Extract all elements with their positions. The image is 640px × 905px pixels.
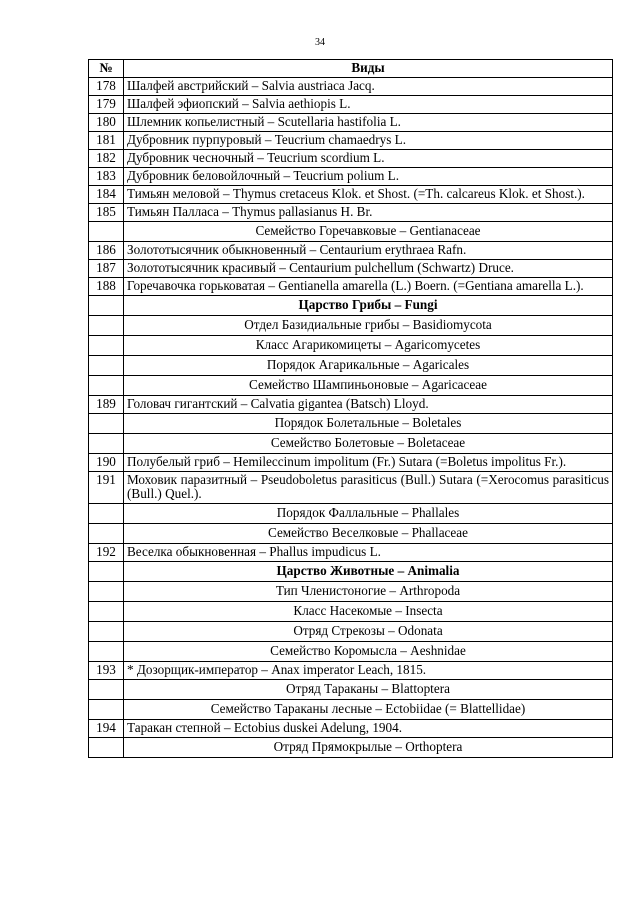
taxon-name: Семейство Тараканы лесные – Ectobiidae (= Blattellidae) — [124, 700, 613, 720]
taxon-name: Порядок Агарикальные – Agaricales — [124, 356, 613, 376]
taxon-header-row — [89, 434, 613, 454]
species-row — [89, 396, 613, 414]
taxon-header-row — [89, 222, 613, 242]
species-name: Горечавочка горьковатая – Gentianella amarella (L.) Boern. (=Gentiana amarella L.). — [124, 278, 613, 296]
taxon-header-row — [89, 700, 613, 720]
page-number: 34 — [315, 37, 325, 48]
row-number: 186 — [89, 242, 124, 260]
taxon-name: Семейство Коромысла – Aeshnidae — [124, 642, 613, 662]
species-name: Шлемник копьелистный – Scutellaria hastifolia L. — [124, 114, 613, 132]
species-name: Дубровник чесночный – Teucrium scordium L. — [124, 150, 613, 168]
row-number — [89, 602, 124, 622]
species-name: Золототысячник обыкновенный – Centaurium erythraea Rafn. — [124, 242, 613, 260]
species-table — [88, 59, 613, 758]
row-number — [89, 336, 124, 356]
taxon-name: Семейство Веселковые – Phallaceae — [124, 524, 613, 544]
row-number — [89, 582, 124, 602]
row-number: 192 — [89, 544, 124, 562]
species-row — [89, 454, 613, 472]
row-number — [89, 376, 124, 396]
row-number — [89, 680, 124, 700]
row-number: 190 — [89, 454, 124, 472]
species-name: Золототысячник красивый – Centaurium pulchellum (Schwartz) Druce. — [124, 260, 613, 278]
species-name: Полубелый гриб – Hemileccinum impolitum (Fr.) Sutara (=Boletus impolitus Fr.). — [124, 454, 613, 472]
row-number: 185 — [89, 204, 124, 222]
row-number — [89, 222, 124, 242]
species-row — [89, 720, 613, 738]
species-name: Таракан степной – Ectobius duskei Adelung, 1904. — [124, 720, 613, 738]
taxon-header-row — [89, 414, 613, 434]
taxon-name: Семейство Болетовые – Boletaceae — [124, 434, 613, 454]
species-row — [89, 150, 613, 168]
species-name: Веселка обыкновенная – Phallus impudicus L. — [124, 544, 613, 562]
row-number — [89, 414, 124, 434]
row-number — [89, 738, 124, 758]
taxon-header-row — [89, 524, 613, 544]
column-header-number: № — [89, 60, 124, 78]
row-number — [89, 504, 124, 524]
taxon-header-row — [89, 738, 613, 758]
row-number — [89, 642, 124, 662]
taxon-name: Царство Грибы – Fungi — [124, 296, 613, 316]
taxon-header-row — [89, 680, 613, 700]
species-row — [89, 472, 613, 504]
taxon-header-row — [89, 296, 613, 316]
taxon-header-row — [89, 582, 613, 602]
taxon-header-row — [89, 622, 613, 642]
species-name: Тимьян Палласа – Thymus pallasianus H. Br. — [124, 204, 613, 222]
row-number: 188 — [89, 278, 124, 296]
species-name: Тимьян меловой – Thymus cretaceus Klok. et Shost. (=Th. calcareus Klok. et Shost.). — [124, 186, 613, 204]
species-name: * Дозорщик-император – Anax imperator Leach, 1815. — [124, 662, 613, 680]
species-row — [89, 132, 613, 150]
species-row — [89, 114, 613, 132]
taxon-name: Семейство Горечавковые – Gentianaceae — [124, 222, 613, 242]
taxon-name: Порядок Болетальные – Boletales — [124, 414, 613, 434]
taxon-header-row — [89, 376, 613, 396]
species-row — [89, 96, 613, 114]
taxon-name: Отряд Стрекозы – Odonata — [124, 622, 613, 642]
species-row — [89, 204, 613, 222]
row-number: 194 — [89, 720, 124, 738]
taxon-name: Отряд Тараканы – Blattoptera — [124, 680, 613, 700]
row-number: 182 — [89, 150, 124, 168]
row-number: 179 — [89, 96, 124, 114]
taxon-name: Класс Насекомые – Insecta — [124, 602, 613, 622]
species-row — [89, 278, 613, 296]
taxon-name: Порядок Фаллальные – Phallales — [124, 504, 613, 524]
row-number — [89, 356, 124, 376]
species-name: Шалфей эфиопский – Salvia aethiopis L. — [124, 96, 613, 114]
row-number: 183 — [89, 168, 124, 186]
taxon-header-row — [89, 602, 613, 622]
species-name: Головач гигантский – Calvatia gigantea (Batsch) Lloyd. — [124, 396, 613, 414]
row-number — [89, 562, 124, 582]
species-name: Дубровник беловойлочный – Teucrium polium L. — [124, 168, 613, 186]
row-number: 184 — [89, 186, 124, 204]
row-number: 181 — [89, 132, 124, 150]
table-header-row — [89, 60, 613, 78]
taxon-name: Отряд Прямокрылые – Orthoptera — [124, 738, 613, 758]
row-number: 180 — [89, 114, 124, 132]
row-number — [89, 296, 124, 316]
row-number — [89, 524, 124, 544]
taxon-header-row — [89, 562, 613, 582]
species-row — [89, 78, 613, 96]
row-number: 189 — [89, 396, 124, 414]
row-number — [89, 316, 124, 336]
species-row — [89, 662, 613, 680]
row-number: 191 — [89, 472, 124, 504]
species-name: Моховик паразитный – Pseudoboletus parasiticus (Bull.) Sutara (=Xerocomus parasiticus (Bull.) Quel.). — [124, 472, 613, 504]
taxon-name: Класс Агарикомицеты – Agaricomycetes — [124, 336, 613, 356]
row-number — [89, 700, 124, 720]
taxon-header-row — [89, 336, 613, 356]
table-body — [89, 78, 613, 758]
row-number: 178 — [89, 78, 124, 96]
taxon-name: Отдел Базидиальные грибы – Basidiomycota — [124, 316, 613, 336]
taxon-name: Царство Животные – Animalia — [124, 562, 613, 582]
row-number — [89, 434, 124, 454]
taxon-header-row — [89, 504, 613, 524]
species-row — [89, 544, 613, 562]
taxon-name: Тип Членистоногие – Arthropoda — [124, 582, 613, 602]
species-row — [89, 242, 613, 260]
table-header — [89, 60, 613, 78]
row-number — [89, 622, 124, 642]
species-row — [89, 186, 613, 204]
row-number: 193 — [89, 662, 124, 680]
taxon-name: Семейство Шампиньоновые – Agaricaceae — [124, 376, 613, 396]
row-number: 187 — [89, 260, 124, 278]
column-header-species: Виды — [124, 60, 613, 78]
species-row — [89, 168, 613, 186]
taxon-header-row — [89, 316, 613, 336]
species-name: Дубровник пурпуровый – Teucrium chamaedrys L. — [124, 132, 613, 150]
taxon-header-row — [89, 356, 613, 376]
species-name: Шалфей австрийский – Salvia austriaca Jacq. — [124, 78, 613, 96]
species-row — [89, 260, 613, 278]
taxon-header-row — [89, 642, 613, 662]
